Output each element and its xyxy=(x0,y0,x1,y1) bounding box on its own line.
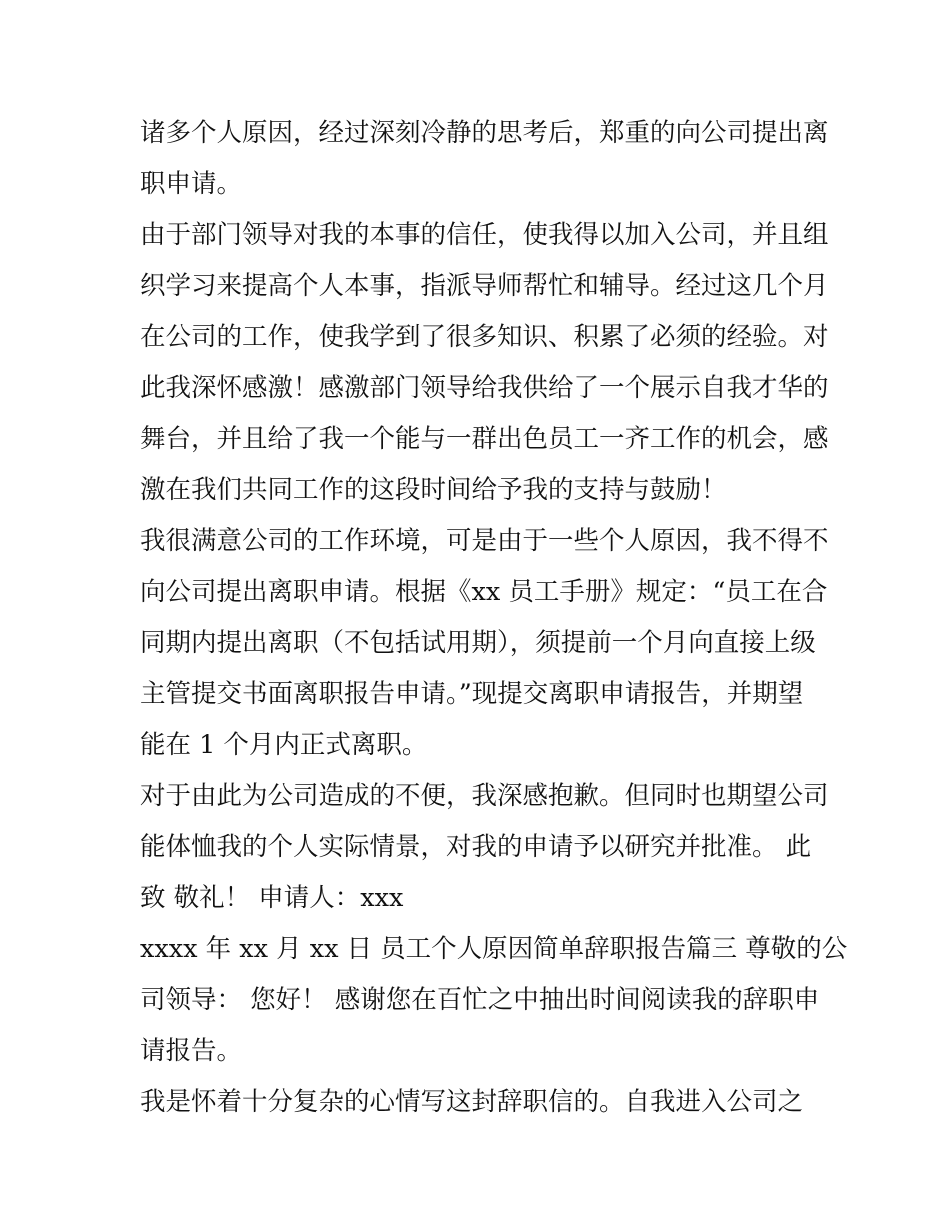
text-line: 对于由此为公司造成的不便，我深感抱歉。但同时也期望公司 xyxy=(140,781,829,811)
text-line: 我是怀着十分复杂的心情写这封辞职信的。自我进入公司之 xyxy=(140,1087,804,1117)
text-line: 在公司的工作，使我学到了很多知识、积累了必须的经验。对 xyxy=(140,322,829,352)
text-line: 织学习来提高个人本事，指派导师帮忙和辅导。经过这几个月 xyxy=(140,271,829,301)
text-line: 向公司提出离职申请。根据《xx 员工手册》规定：“员工在合 xyxy=(140,577,828,607)
text-line: 请报告。 xyxy=(140,1036,243,1066)
text-line: 同期内提出离职（不包括试用期），须提前一个月向直接上级 xyxy=(140,628,816,658)
text-line: 司领导： 您好！ 感谢您在百忙之中抽出时间阅读我的辞职申 xyxy=(140,985,820,1015)
text-line: 致 敬礼！ 申请人：xxx xyxy=(140,883,404,913)
text-line: 能体恤我的个人实际情景，对我的申请予以研究并批准。 此 xyxy=(140,832,812,862)
text-line: 由于部门领导对我的本事的信任，使我得以加入公司，并且组 xyxy=(140,220,829,250)
text-line: 主管提交书面离职报告申请。”现提交离职申请报告，并期望 xyxy=(140,679,804,709)
text-line: 激在我们共同工作的这段时间给予我的支持与鼓励！ xyxy=(140,475,727,505)
text-line: 此我深怀感激！感激部门领导给我供给了一个展示自我才华的 xyxy=(140,373,829,403)
document-body xyxy=(140,108,848,1128)
text-line: 能在 1 个月内正式离职。 xyxy=(140,730,428,760)
text-line: 舞台，并且给了我一个能与一群出色员工一齐工作的机会，感 xyxy=(140,424,829,454)
text-line: 职申请。 xyxy=(140,169,243,199)
text-line: 诸多个人原因，经过深刻冷静的思考后，郑重的向公司提出离 xyxy=(140,118,829,148)
text-line: xxxx 年 xx 月 xx 日 员工个人原因简单辞职报告篇三 尊敬的公 xyxy=(140,934,848,964)
text-line: 我很满意公司的工作环境，可是由于一些个人原因，我不得不 xyxy=(140,526,829,556)
